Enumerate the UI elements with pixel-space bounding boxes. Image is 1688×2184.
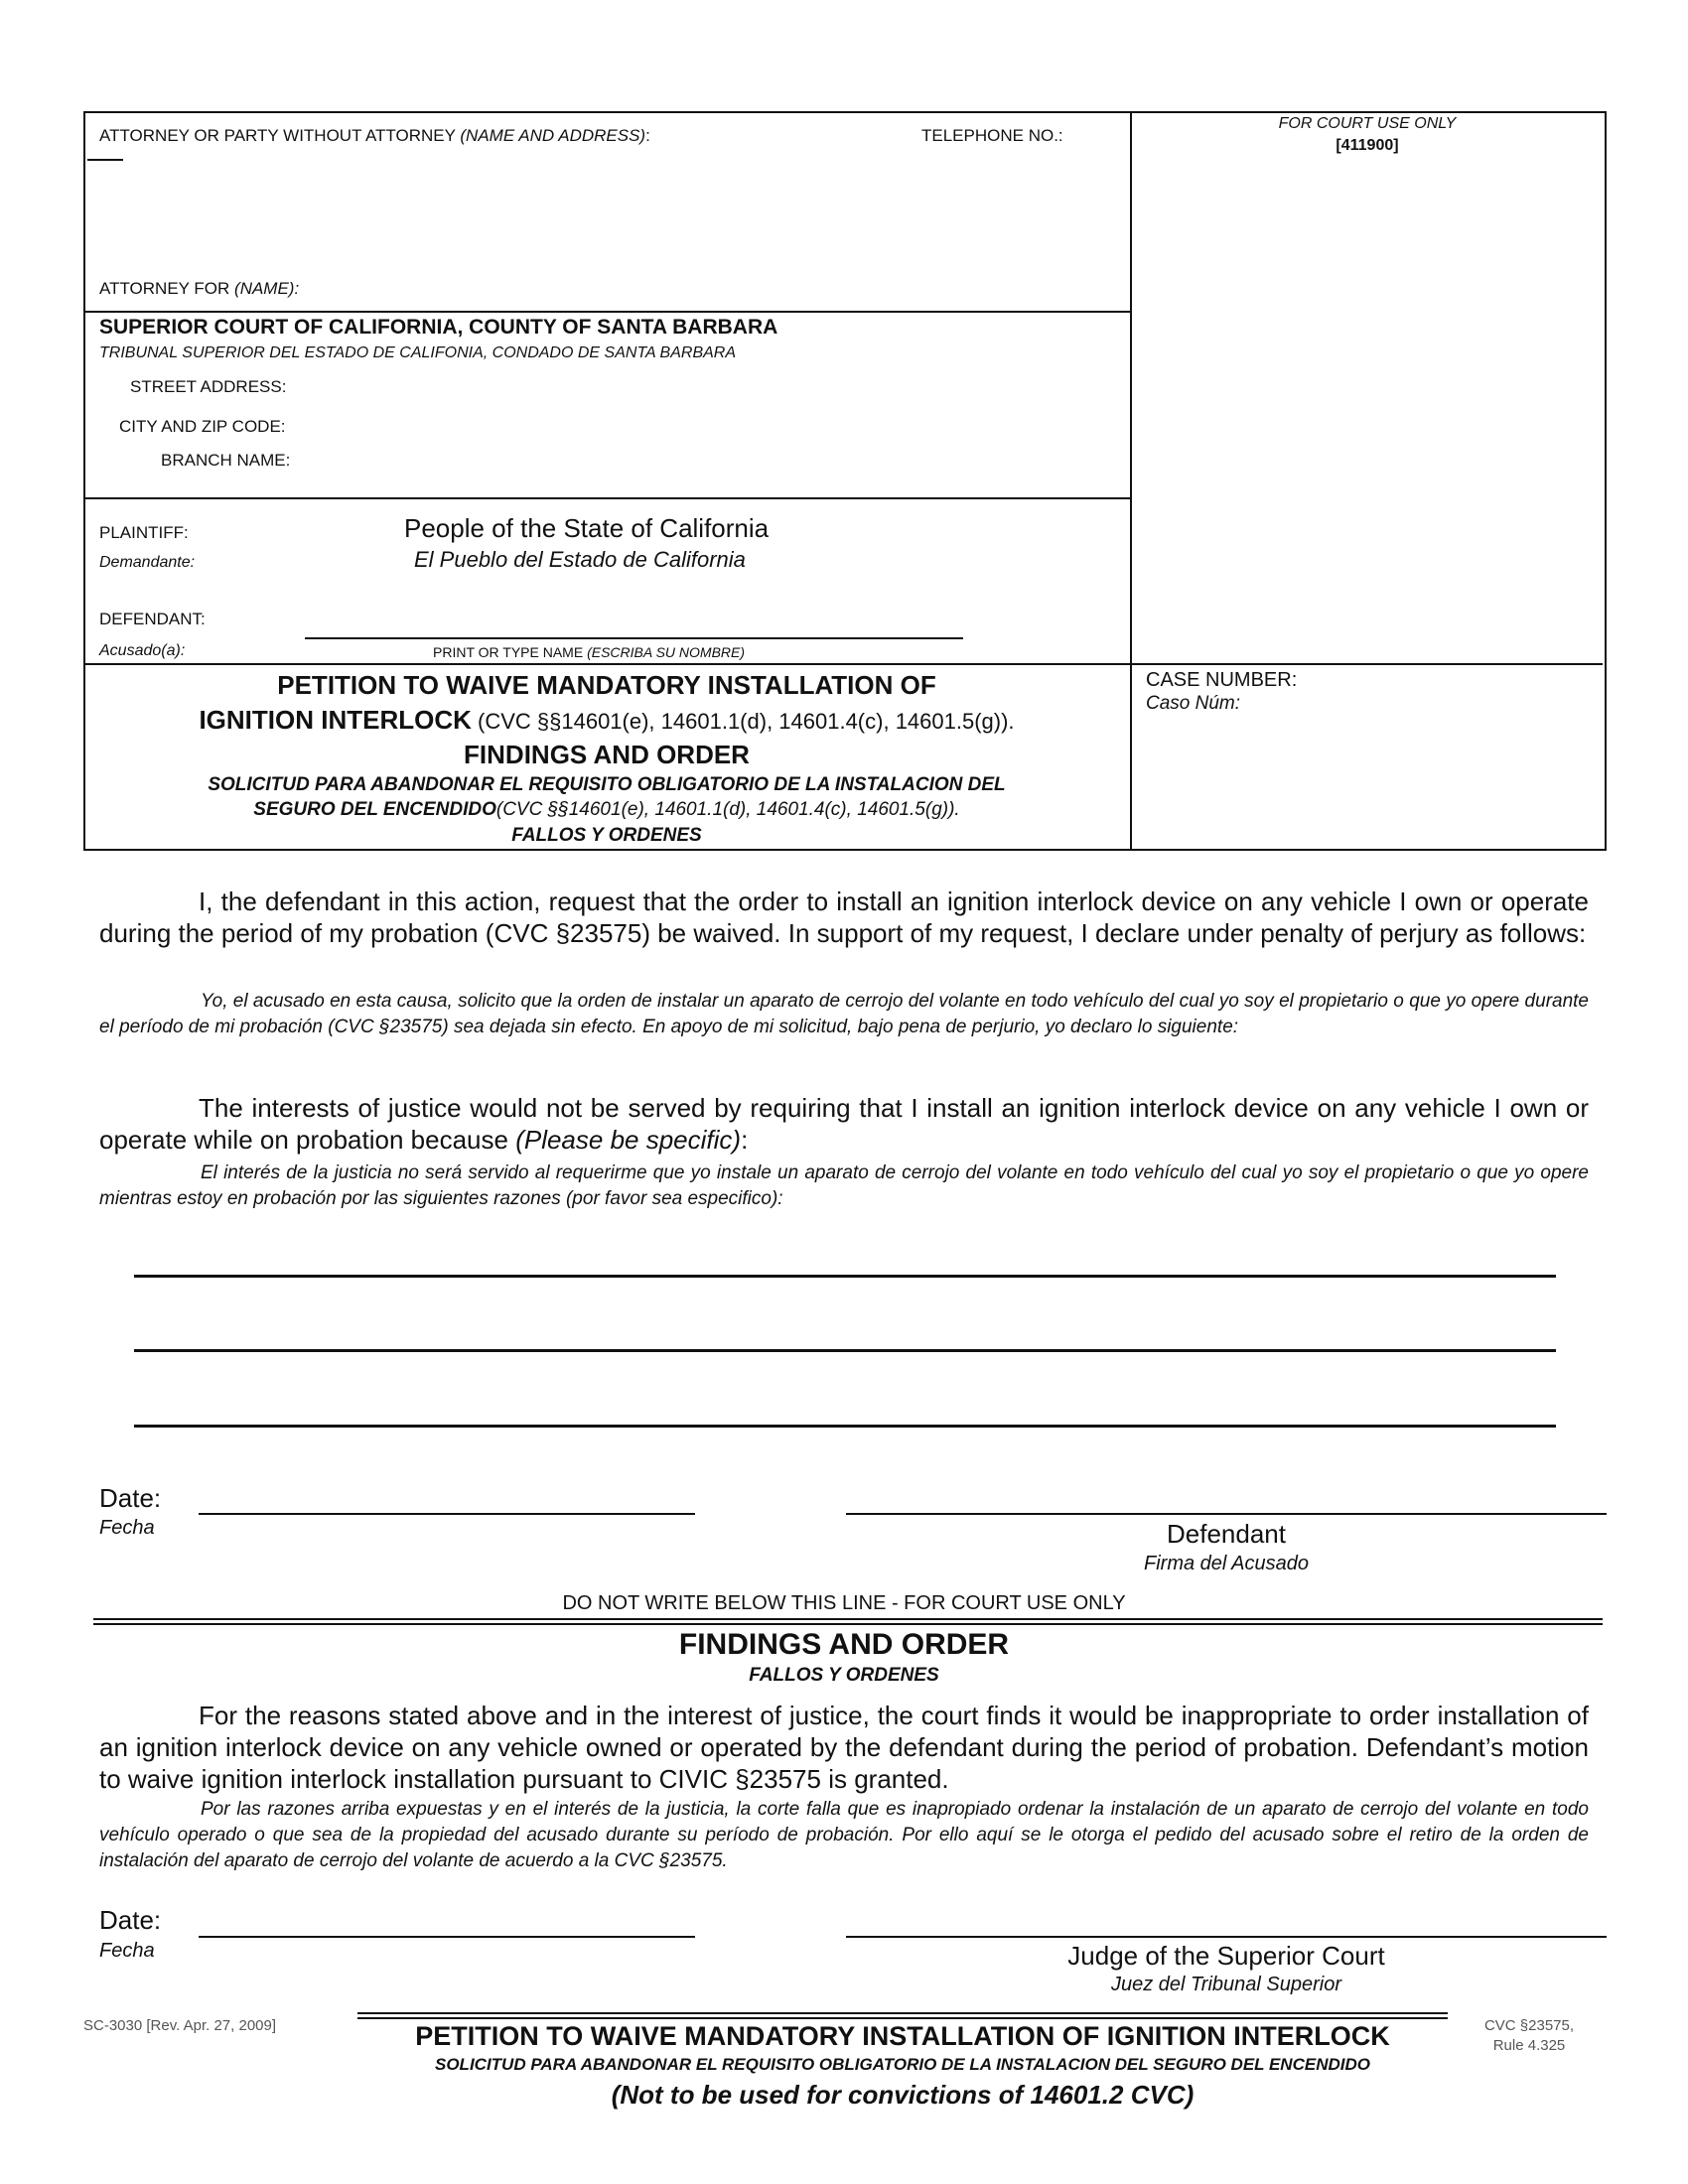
footer-rule-top: [357, 2012, 1448, 2014]
findings-title: FINDINGS AND ORDER: [678, 1628, 1010, 1661]
defendant-label-es: Acusado(a):: [99, 642, 186, 659]
divider-court-parties: [83, 497, 1130, 499]
plaintiff-value-es: El Pueblo del Estado de California: [414, 547, 746, 572]
divider-parties-title: [83, 663, 1603, 665]
attorney-short-mark: [87, 159, 123, 161]
defendant-label: DEFENDANT:: [99, 610, 206, 628]
defendant-signature-label-es: Firma del Acusado: [1144, 1553, 1309, 1574]
interests-paragraph-es: El interés de la justicia no será servido al requerirme que yo instale un aparato de cerrojo del volante en todo vehículo del cual yo soy el propietario o que yo opere mientras estoy en probación por las siguientes razones (por favor sea especifico):: [99, 1162, 1589, 1209]
defendant-signature-line: [846, 1513, 1607, 1515]
reason-line-2: [134, 1349, 1556, 1352]
defendant-signature-label: Defendant: [1167, 1519, 1286, 1549]
reason-line-3: [134, 1425, 1556, 1428]
request-paragraph-es: Yo, el acusado en esta causa, solicito que la orden de instalar un aparato de cerrojo del volante en todo vehículo del cual yo soy el propietario o que yo opere durante el período de mi probación (CVC §23575) sea dejada sin efecto. En apoyo de mi solicitud, bajo pena de perjurio, yo declaro lo siguiente:: [99, 991, 1589, 1037]
findings-date-label: Date:: [99, 1905, 162, 1935]
footer-note: (Not to be used for convictions of 14601.2 CVC): [611, 2080, 1195, 2110]
plaintiff-value: People of the State of California: [404, 513, 770, 543]
judge-signature-label-es: Juez del Tribunal Superior: [1111, 1974, 1341, 1995]
title-es-line-3: FALLOS Y ORDENES: [511, 825, 702, 846]
court-name: SUPERIOR COURT OF CALIFORNIA, COUNTY OF SANTA BARBARA: [99, 316, 778, 339]
footer-ref-2: Rule 4.325: [1492, 2037, 1566, 2054]
findings-paragraph: For the reasons stated above and in the interest of justice, the court finds it would be inappropriate to order installation of an ignition interlock device on any vehicle owned or operated by the defendant during the period of probation. Defendant’s motion to waive ignition interlock installation pursuant to CIVIC §23575 is granted.: [99, 1701, 1589, 1794]
court-only-notice: DO NOT WRITE BELOW THIS LINE - FOR COURT USE ONLY: [562, 1592, 1126, 1614]
judge-signature-label: Judge of the Superior Court: [1067, 1941, 1385, 1971]
title-line-1: PETITION TO WAIVE MANDATORY INSTALLATION OF: [277, 670, 936, 700]
print-name-caption: PRINT OR TYPE NAME (ESCRIBA SU NOMBRE): [433, 644, 746, 660]
court-use-label: FOR COURT USE ONLY: [1278, 115, 1457, 132]
date-line: [199, 1513, 695, 1515]
court-name-es: TRIBUNAL SUPERIOR DEL ESTADO DE CALIFONIA, CONDADO DE SANTA BARBARA: [99, 344, 737, 361]
plaintiff-label-es: Demandante:: [99, 554, 196, 571]
plaintiff-label: PLAINTIFF:: [99, 523, 189, 542]
title-line-3: FINDINGS AND ORDER: [464, 740, 750, 769]
date-label-es: Fecha: [99, 1517, 155, 1539]
attorney-for-label: ATTORNEY FOR (NAME):: [99, 279, 300, 298]
title-line-2: IGNITION INTERLOCK (CVC §§14601(e), 14601.1(d), 14601.4(c), 14601.5(g)).: [199, 705, 1015, 735]
footer-ref-1: CVC §23575,: [1483, 2017, 1575, 2034]
form-id: SC-3030 [Rev. Apr. 27, 2009]: [83, 2017, 277, 2034]
attorney-label: ATTORNEY OR PARTY WITHOUT ATTORNEY (NAME AND ADDRESS):: [99, 126, 650, 145]
title-es-line-2: SEGURO DEL ENCENDIDO(CVC §§14601(e), 14601.1(d), 14601.4(c), 14601.5(g)).: [253, 799, 960, 820]
divider-attorney-court: [83, 311, 1130, 313]
case-number-label-es: Caso Núm:: [1146, 693, 1241, 714]
court-only-rule-top: [93, 1618, 1603, 1620]
findings-date-line: [199, 1936, 695, 1938]
findings-date-label-es: Fecha: [99, 1940, 155, 1962]
street-label: STREET ADDRESS:: [130, 377, 287, 396]
title-es-line-1: SOLICITUD PARA ABANDONAR EL REQUISITO OBLIGATORIO DE LA INSTALACION DEL: [208, 774, 1006, 795]
footer-rule-bottom: [357, 2017, 1448, 2019]
city-label: CITY AND ZIP CODE:: [119, 417, 286, 436]
court-only-rule-bottom: [93, 1623, 1603, 1625]
footer-title: PETITION TO WAIVE MANDATORY INSTALLATION OF IGNITION INTERLOCK: [415, 2021, 1390, 2051]
reason-line-1: [134, 1275, 1556, 1278]
findings-paragraph-es: Por las razones arriba expuestas y en el interés de la justicia, la corte falla que es inapropiado ordenar la instalación de un aparato de cerrojo del volante en todo vehículo operado o que sea de la propiedad del acusado durante su período de probación. Por ello aquí se le otorga el pedido del acusado sobre el retiro de la orden de instalación del aparato de cerrojo del volante de acuerdo a la CVC §23575.: [99, 1799, 1589, 1871]
footer-title-es: SOLICITUD PARA ABANDONAR EL REQUISITO OBLIGATORIO DE LA INSTALACION DEL SEGURO DEL ENCENDIDO: [435, 2055, 1370, 2074]
defendant-name-line: [305, 637, 963, 639]
branch-label: BRANCH NAME:: [161, 451, 291, 470]
request-paragraph: I, the defendant in this action, request that the order to install an ignition interlock device on any vehicle I own or operate during the period of my probation (CVC §23575) be waived. In support of my request, I declare under penalty of perjury as follows:: [99, 887, 1589, 948]
judge-signature-line: [846, 1936, 1607, 1938]
case-number-label: CASE NUMBER:: [1146, 669, 1298, 691]
court-code: [411900]: [1336, 137, 1399, 154]
divider-court-column: [1130, 111, 1132, 849]
findings-title-es: FALLOS Y ORDENES: [749, 1665, 939, 1686]
telephone-label: TELEPHONE NO.:: [921, 126, 1063, 145]
interests-paragraph: The interests of justice would not be served by requiring that I install an ignition interlock device on any vehicle I own or operate while on probation because (Please be specific):: [99, 1093, 1589, 1155]
date-label: Date:: [99, 1483, 162, 1513]
